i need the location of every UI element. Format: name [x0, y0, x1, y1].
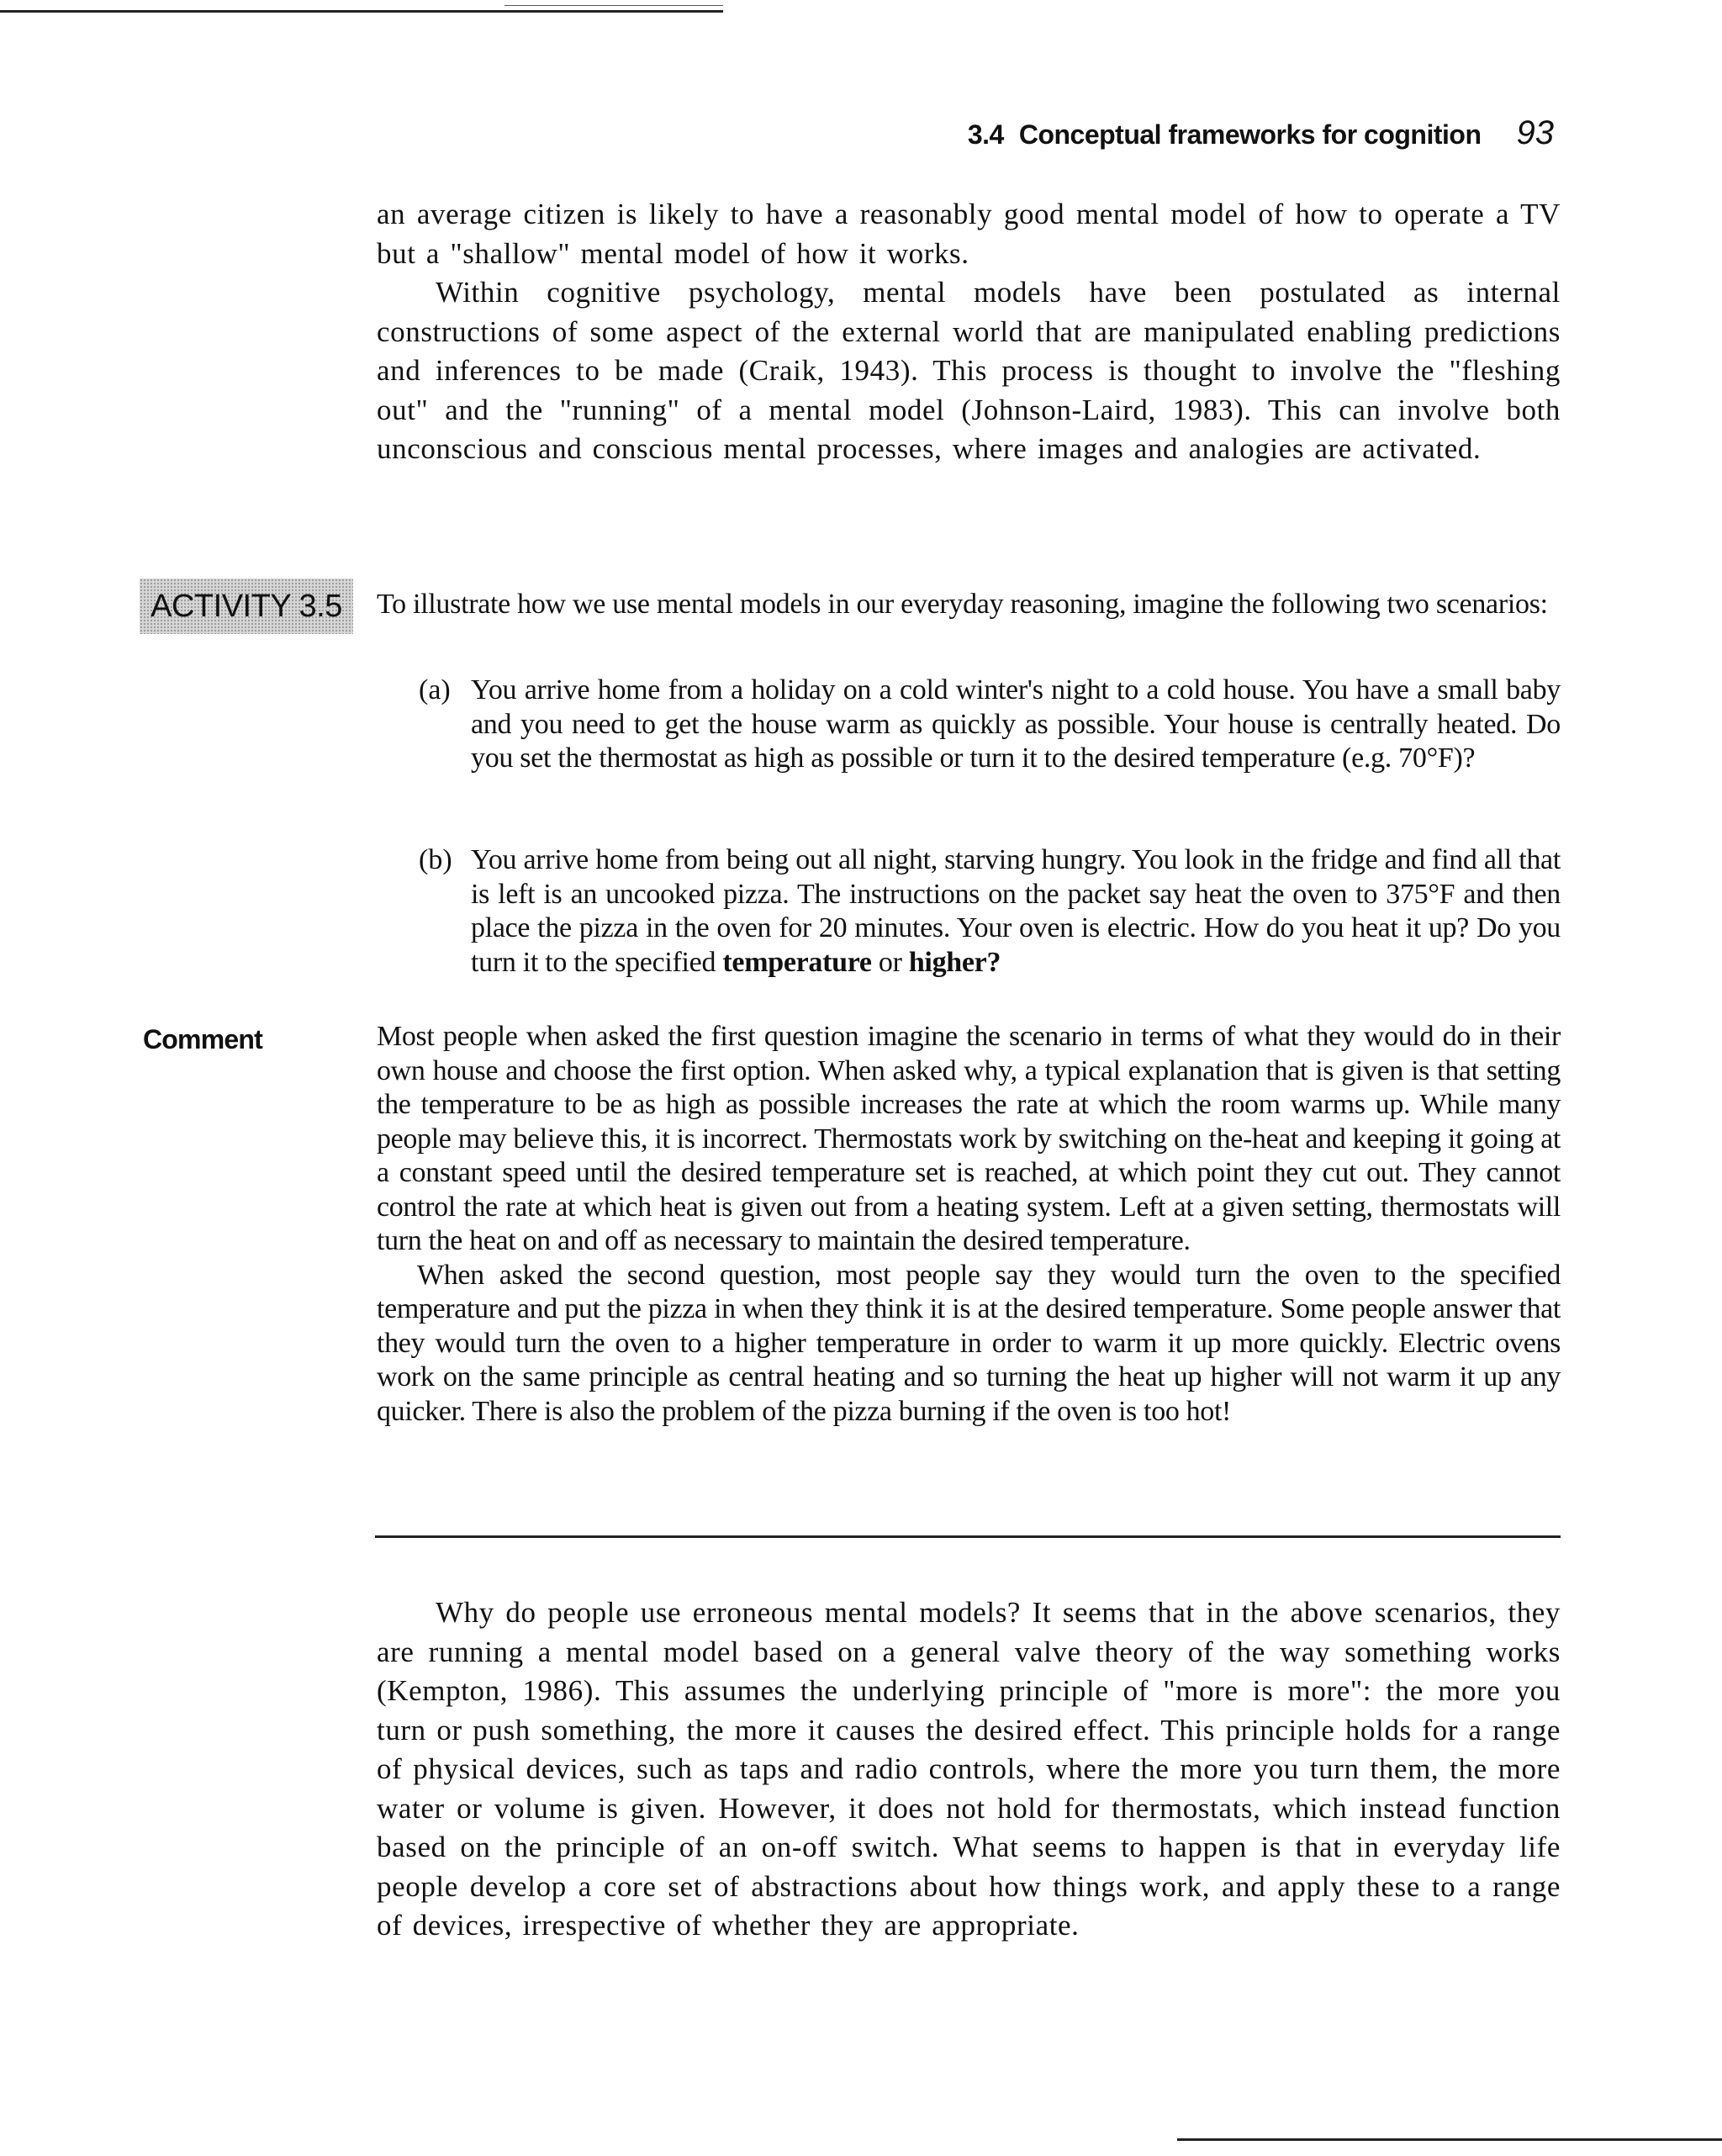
activity-intro-block — [377, 588, 1561, 622]
activity-label: ACTIVITY 3.5 — [140, 579, 353, 634]
top-rule-thin — [504, 5, 723, 6]
intro-section — [377, 195, 1561, 469]
item-text-main: You arrive home from being out all night, starving hungry. You look in the fridge and find all that is left is an uncooked pizza. The instructions on the packet say heat the oven to 375°F and then place the pizza in the oven for 20 minutes. Your oven is electric. How do you heat it up? Do you turn it to the specified — [471, 844, 1561, 978]
item-text — [471, 843, 1561, 980]
comment-label: Comment — [143, 1024, 262, 1054]
closing-paragraph: Why do people use erroneous mental models? It seems that in the above scenarios, they are running a mental model based on a general valve theory of the way something works (Kempton, 1986). This assumes the underlying principle of "more is more": the more you turn or push something, the more it causes the desired effect. This principle holds for a range of physical devices, such as taps and radio controls, where the more you turn them, the more water or volume is given. However, it does not hold for thermostats, which instead function based on the principle of an on-off switch. What seems to happen is that in everyday life people develop a core set of abstractions about how things work, and apply these to a range of devices, irrespective of whether they are appropriate. — [377, 1596, 1561, 1942]
item-text-bold-higher: higher? — [908, 946, 1001, 978]
comment-paragraph-1: Most people when asked the first question imagine the scenario in terms of what they would do in their own house and choose the first option. When asked why, a typical explanation that is given is that setting the temperature to be as high as possible increases the rate at which the room warms up. While many people may believe this, it is incorrect. Thermostats work by switching on the-heat and keeping it going at a constant speed until the desired temperature set is reached, at which point they cut out. They cannot control the rate at which heat is given out from a heating system. Left at a given setting, thermostats will turn the heat on and off as necessary to maintain the desired temperature. — [377, 1021, 1561, 1256]
item-text-bold-temperature: temperature — [722, 946, 872, 978]
bottom-rule — [1177, 2138, 1722, 2141]
intro-paragraph-1: an average citizen is likely to have a reasonably good mental model of how to operate a TV but a "shallow" mental model of how it works. — [377, 198, 1561, 270]
item-marker: (a) — [419, 674, 451, 705]
activity-item-b — [419, 843, 1561, 980]
running-head — [968, 114, 1554, 151]
item-text: You arrive home from a holiday on a cold winter's night to a cold house. You have a small baby and you need to get the house warm as quickly as possible. Your house is centrally heated. Do you set the thermostat as high as possible or turn it to the desired temperature (e.g. 70°F)? — [471, 674, 1561, 774]
item-text-or: or — [871, 946, 909, 978]
intro-paragraph-2: Within cognitive psychology, mental models have been postulated as internal constructions of some aspect of the external world that are manipulated enabling predictions and inferences to be made (Craik, 1943). This process is thought to involve the "fleshing out" and the "running" of a mental model (Johnson-Laird, 1983). This can involve both unconscious and conscious mental processes, where images and analogies are activated. — [377, 276, 1561, 465]
top-rule — [0, 10, 723, 13]
activity-item-a — [419, 674, 1561, 776]
activity-intro: To illustrate how we use mental models in our everyday reasoning, imagine the following two scenarios: — [377, 589, 1548, 620]
page-number: 93 — [1516, 114, 1554, 151]
comment-paragraph-2: When asked the second question, most people say they would turn the oven to the specified temperature and put the pizza in when they think it is at the desired temperature. Some people answer that they would turn the oven to a higher temperature in order to warm it up more quickly. Electric ovens work on the same principle as central heating and so turning the heat up higher will not warm it up any quicker. There is also the problem of the pizza burning if the oven is too hot! — [377, 1259, 1561, 1427]
closing-section — [377, 1593, 1561, 1946]
activity-end-rule — [375, 1535, 1561, 1538]
section-number: 3.4 — [967, 119, 1004, 150]
item-marker: (b) — [419, 844, 452, 875]
comment-section — [377, 1020, 1561, 1429]
section-title: Conceptual frameworks for cognition — [1018, 119, 1482, 150]
